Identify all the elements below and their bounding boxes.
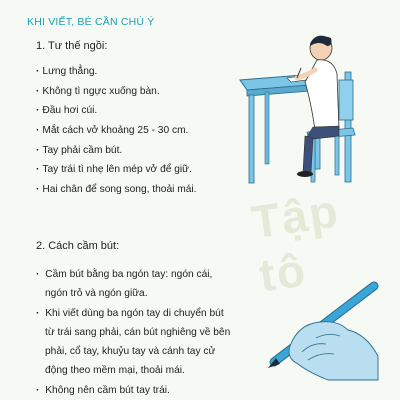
- list-item: · Lưng thẳng.: [36, 62, 236, 82]
- list-item-line: Không nên cầm bút tay trái.: [45, 384, 170, 396]
- pen-grip-list: [36, 265, 278, 400]
- list-item: · Không tì ngực xuống bàn.: [36, 82, 236, 102]
- list-item: · Tay phải cầm bút.: [36, 141, 236, 161]
- list-item: [36, 304, 278, 381]
- list-item-line: từ trái sang phải, cán bút nghiêng về bên: [45, 326, 231, 338]
- list-item-line: Cầm bút bằng ba ngón tay: ngón cái,: [45, 269, 213, 280]
- section-heading-pen-grip: 2. Cách cầm bút:: [36, 240, 120, 252]
- list-item: [36, 381, 278, 400]
- background-watermark: Tập tô: [248, 184, 343, 302]
- list-item: · Tay trái tì nhẹ lên mép vở để giữ.: [36, 160, 236, 180]
- list-item-line: ngón trỏ và ngón giữa.: [45, 288, 148, 300]
- list-item-line: Khi viết dùng ba ngón tay di chuyển bút: [45, 307, 224, 319]
- list-item: [36, 265, 278, 304]
- list-item: · Hai chân để song song, thoải mái.: [36, 180, 236, 200]
- section-heading-posture: 1. Tư thế ngồi:: [36, 40, 108, 52]
- list-item-line: động theo mềm mại, thoải mái.: [45, 365, 185, 377]
- list-item: · Đầu hơi cúi.: [36, 101, 236, 121]
- child-writing-illustration: [235, 22, 370, 187]
- posture-list: [36, 62, 236, 200]
- list-item: · Mắt cách vở khoảng 25 - 30 cm.: [36, 121, 236, 141]
- page-title: KHI VIẾT, BÉ CẦN CHÚ Ý: [27, 16, 155, 28]
- hand-holding-pen-illustration: [268, 272, 383, 382]
- list-item-line: phải, cổ tay, khuỷu tay và cánh tay cử: [45, 346, 216, 358]
